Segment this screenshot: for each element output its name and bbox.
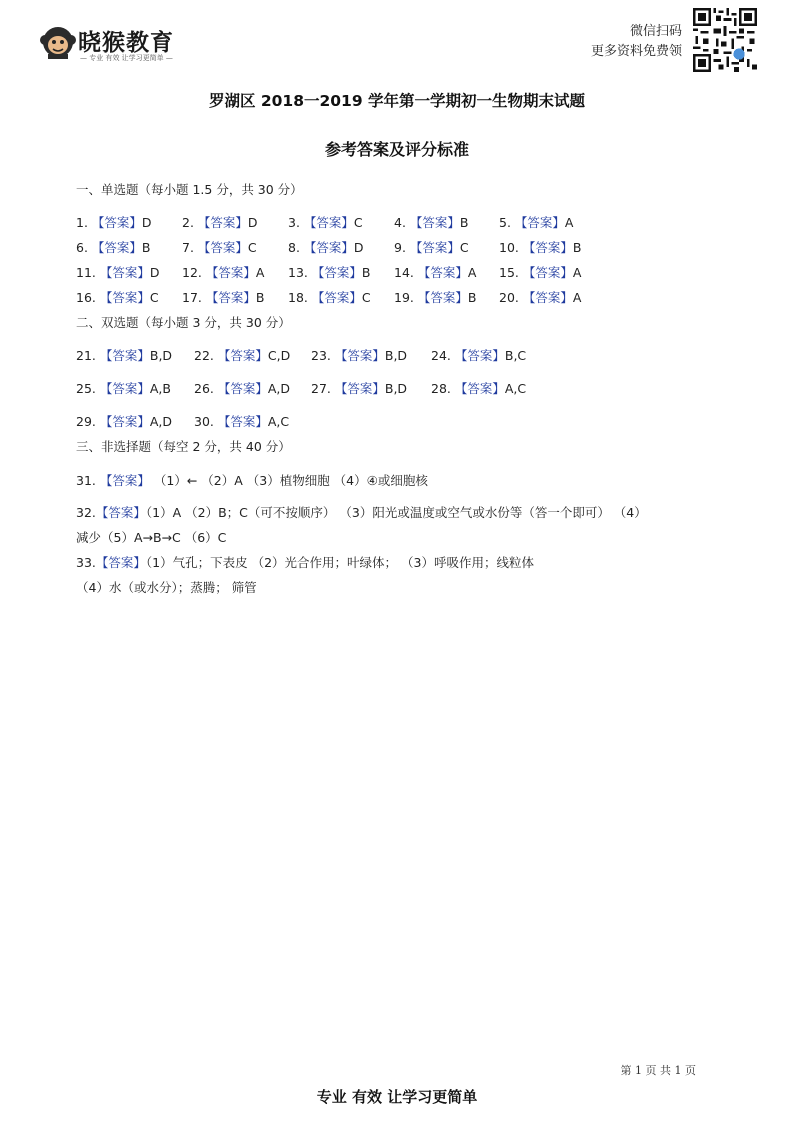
answer-value: D (247, 215, 258, 230)
question-number: 13. (288, 265, 308, 280)
brand-logo (40, 22, 190, 64)
logo-text: 晓猴教育 (78, 30, 174, 56)
answer-item (288, 263, 370, 281)
answer-text: （1）气孔；下表皮 （2）光合作用；叶绿体； （3）呼吸作用；线粒体 (145, 555, 534, 570)
page-number: 第 1 页 共 1 页 (620, 1064, 696, 1077)
answer-tag: 【答案】 (193, 215, 248, 230)
answer-tag: 【答案】 (518, 240, 573, 255)
question-number: 27. (311, 381, 331, 396)
answer-value: B (361, 265, 371, 280)
question-number: 33. (76, 555, 96, 570)
answer-value: A,C (504, 381, 527, 396)
answer-value: A (255, 265, 265, 280)
document-subtitle: 参考答案及评分标准 (324, 140, 469, 159)
answer-tag: 【答案】 (201, 265, 256, 280)
answer-item (194, 379, 290, 397)
question-number: 9. (394, 240, 406, 255)
answer-tag: 【答案】 (518, 290, 573, 305)
footer-slogan: 专业 有效 让学习更简单 (316, 1088, 478, 1106)
question-number: 5. (499, 215, 511, 230)
question-number: 1. (76, 215, 88, 230)
answer-item (194, 346, 290, 364)
answer-item (76, 379, 171, 397)
answer-tag: 【答案】 (307, 265, 362, 280)
answer-item (76, 213, 152, 231)
answer-q32-continued: 减少（5）A→B→C （6）C (76, 530, 227, 545)
answer-value: A,D (267, 381, 291, 396)
wechat-line-1: 微信扫码 (629, 24, 682, 39)
answer-item (76, 238, 151, 256)
answer-item (194, 412, 289, 430)
answer-text: （1）A （2）B；C（可不按顺序） （3）阳光或温度或空气或水份等（答一个即可） （4） (145, 505, 647, 520)
answer-value: C (149, 290, 159, 305)
answer-value: D (353, 240, 364, 255)
answer-tag: 【答案】 (405, 240, 460, 255)
wechat-line-2: 更多资料免费领 (590, 44, 682, 59)
answer-value: C (361, 290, 371, 305)
question-number: 23. (311, 348, 331, 363)
answer-tag: 【答案】 (213, 348, 268, 363)
answer-value: B,D (149, 348, 173, 363)
answer-tag: 【答案】 (330, 348, 385, 363)
answer-tag: 【答案】 (193, 240, 248, 255)
question-number: 22. (194, 348, 214, 363)
question-number: 25. (76, 381, 96, 396)
question-number: 4. (394, 215, 406, 230)
question-number: 14. (394, 265, 414, 280)
answer-value: B (141, 240, 151, 255)
answer-tag: 【答案】 (307, 290, 362, 305)
answer-tag: 【答案】 (413, 290, 468, 305)
answer-tag: 【答案】 (87, 240, 142, 255)
answer-value: A,C (267, 414, 290, 429)
answer-item (76, 263, 160, 281)
answer-value: A (572, 290, 582, 305)
answer-item (182, 238, 257, 256)
question-number: 31. (76, 473, 96, 488)
answer-item (499, 213, 573, 231)
answer-tag: 【答案】 (95, 265, 150, 280)
answer-q33-continued: （4）水（或水分）；蒸腾； 筛管 (76, 580, 257, 595)
answer-value: A (564, 215, 574, 230)
answer-value: B (459, 215, 469, 230)
question-number: 29. (76, 414, 96, 429)
question-number: 18. (288, 290, 308, 305)
question-number: 6. (76, 240, 88, 255)
document-title: 罗湖区 2018一2019 学年第一学期初一生物期末试题 (208, 92, 586, 110)
answer-item (182, 263, 264, 281)
question-number: 32. (76, 505, 96, 520)
section-heading-double-choice: 二、双选题（每小题 3 分，共 30 分） (76, 315, 291, 330)
question-number: 8. (288, 240, 300, 255)
answer-tag: 【答案】 (330, 381, 385, 396)
answer-item (182, 288, 264, 306)
answer-item (394, 288, 476, 306)
answer-tag: 【答案】 (95, 290, 150, 305)
answer-q31 (76, 471, 428, 489)
question-number: 17. (182, 290, 202, 305)
answer-value: A (572, 265, 582, 280)
answer-tag: 【答案】 (450, 381, 505, 396)
answer-tag: 【答案】 (299, 215, 354, 230)
answer-item (76, 346, 172, 364)
question-number: 21. (76, 348, 96, 363)
answer-value: C (353, 215, 363, 230)
question-number: 11. (76, 265, 96, 280)
answer-text: （1）← （2）A （3）植物细胞 （4）④或细胞核 (153, 473, 428, 488)
answer-value: A,D (149, 414, 173, 429)
answer-item (76, 412, 172, 430)
answer-tag: 【答案】 (95, 348, 150, 363)
question-number: 20. (499, 290, 519, 305)
answer-item (499, 288, 581, 306)
question-number: 2. (182, 215, 194, 230)
question-number: 24. (431, 348, 451, 363)
answer-item (288, 238, 364, 256)
answer-tag: 【答案】 (95, 505, 146, 520)
question-number: 3. (288, 215, 300, 230)
answer-tag: 【答案】 (87, 215, 142, 230)
answer-value: A (467, 265, 477, 280)
answer-item (431, 346, 526, 364)
question-number: 10. (499, 240, 519, 255)
question-number: 28. (431, 381, 451, 396)
answer-tag: 【答案】 (201, 290, 256, 305)
answer-value: B (255, 290, 265, 305)
answer-tag: 【答案】 (95, 414, 150, 429)
question-number: 19. (394, 290, 414, 305)
answer-tag: 【答案】 (299, 240, 354, 255)
answer-value: B,D (384, 381, 408, 396)
answer-value: B,D (384, 348, 408, 363)
section-heading-non-choice: 三、非选择题（每空 2 分，共 40 分） (76, 439, 291, 454)
answer-value: C (459, 240, 469, 255)
answer-tag: 【答案】 (405, 215, 460, 230)
answer-q32 (76, 503, 647, 521)
answer-value: B (572, 240, 582, 255)
answer-item (394, 238, 469, 256)
answer-item (288, 213, 363, 231)
wechat-prompt (591, 22, 682, 62)
answer-item (76, 288, 159, 306)
answer-item (311, 346, 407, 364)
answer-value: D (149, 265, 160, 280)
answer-value: A,B (149, 381, 171, 396)
section-heading-single-choice: 一、单选题（每小题 1.5 分，共 30 分） (76, 182, 303, 197)
answer-tag: 【答案】 (510, 215, 565, 230)
answer-item (182, 213, 258, 231)
question-number: 30. (194, 414, 214, 429)
answer-tag: 【答案】 (413, 265, 468, 280)
answer-item (431, 379, 526, 397)
answer-value: B (467, 290, 477, 305)
answer-item (499, 238, 581, 256)
answer-value: C,D (267, 348, 291, 363)
logo-slogan: — 专业 有效 让学习更简单 — (80, 54, 173, 62)
answer-tag: 【答案】 (450, 348, 505, 363)
answer-item (499, 263, 581, 281)
question-number: 26. (194, 381, 214, 396)
answer-tag: 【答案】 (95, 555, 146, 570)
answer-value: D (141, 215, 152, 230)
question-number: 7. (182, 240, 194, 255)
answer-item (394, 263, 476, 281)
question-number: 15. (499, 265, 519, 280)
monkey-logo-icon (40, 24, 76, 60)
question-number: 16. (76, 290, 96, 305)
answer-value: C (247, 240, 257, 255)
answer-q33 (76, 553, 534, 571)
answer-tag: 【答案】 (213, 414, 268, 429)
question-number: 12. (182, 265, 202, 280)
answer-tag: 【答案】 (213, 381, 268, 396)
answer-tag: 【答案】 (518, 265, 573, 280)
qr-code-icon[interactable] (693, 8, 757, 72)
answer-tag: 【答案】 (99, 473, 150, 488)
answer-item (311, 379, 407, 397)
answer-item (288, 288, 371, 306)
answer-item (394, 213, 469, 231)
answer-value: B,C (504, 348, 527, 363)
answer-tag: 【答案】 (95, 381, 150, 396)
